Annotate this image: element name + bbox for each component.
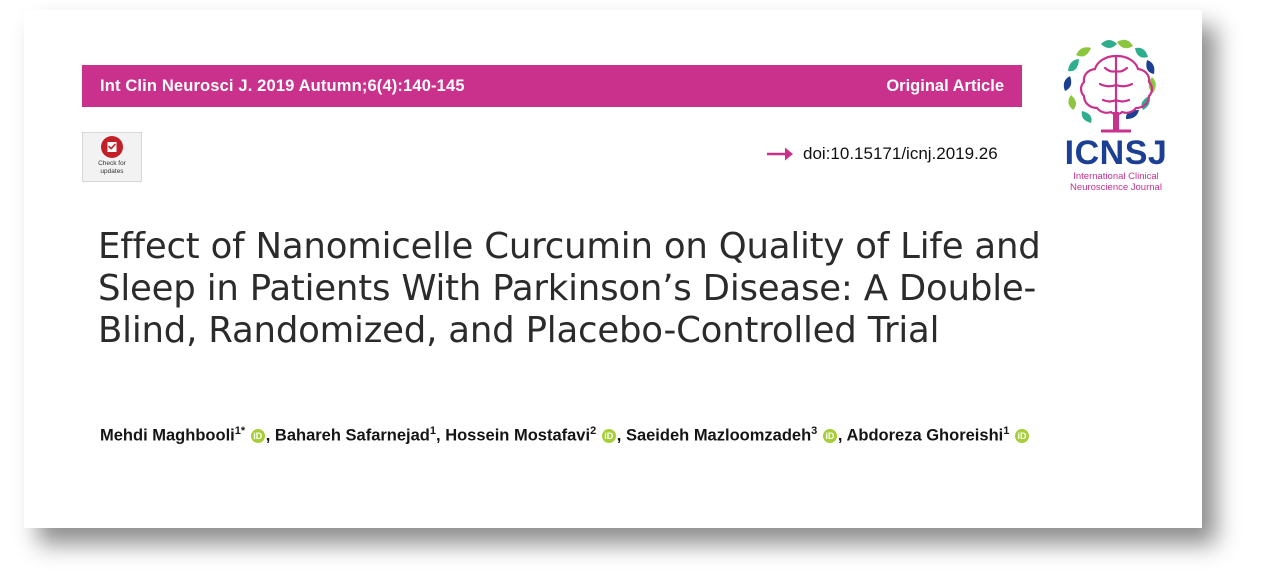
author-list: Mehdi Maghbooli$^{1*}$ iD , Bahareh Safarnejad$^1$, Hossein Mostafavi$^2$ iD , Saeideh Mazloomzadeh$^3$ iD , Abdoreza Ghoreishi$^1$ iD [100, 418, 1130, 450]
journal-wordmark: ICNSJ [1064, 134, 1168, 172]
orcid-icon[interactable]: iD [1015, 429, 1029, 443]
crossmark-line1: Check for [98, 160, 126, 167]
article-title: Effect of Nanomicelle Curcumin on Quality of Life and Sleep in Patients With Parkinson’s Disease: A Double-Blind, Randomized, and Placebo-Controlled Trial [98, 225, 1041, 351]
author-affiliation-marker: 1* [234, 425, 246, 437]
journal-citation: Int Clin Neurosci J. 2019 Autumn;6(4):140-145 [100, 76, 465, 95]
author-affiliation-marker: 2 [590, 425, 597, 437]
journal-header-ribbon [82, 65, 1022, 107]
orcid-icon[interactable]: iD [602, 429, 616, 443]
journal-logo [1036, 38, 1196, 213]
doi-row[interactable] [766, 143, 998, 165]
author-name: Bahareh Safarnejad [274, 426, 430, 445]
crossmark-icon [101, 136, 123, 158]
author-name: Saeideh Mazloomzadeh [625, 426, 812, 445]
orcid-icon[interactable]: iD [251, 429, 265, 443]
crossmark-badge[interactable] [82, 132, 142, 182]
crossmark-line2: updates [100, 167, 124, 175]
author-affiliation-marker: 1 [429, 425, 437, 437]
orcid-icon[interactable]: iD [823, 429, 837, 443]
article-type-label: Original Article [886, 76, 1004, 95]
doi-text[interactable]: doi:10.15171/icnj.2019.26 [803, 144, 998, 163]
journal-subtitle-line2: Neuroscience Journal [1070, 182, 1162, 193]
author-name: Mehdi Maghbooli [100, 426, 235, 445]
author-affiliation-marker: 3 [811, 425, 818, 437]
journal-subtitle-line1: International Clinical [1073, 171, 1159, 182]
author-name: Abdoreza Ghoreishi [846, 426, 1004, 445]
arrow-right-icon [766, 143, 794, 165]
author-affiliation-marker: 1 [1003, 425, 1010, 437]
author-name: Hossein Mostafavi [445, 426, 591, 445]
brain-tree-icon [1055, 38, 1177, 134]
article-first-page [24, 10, 1202, 528]
